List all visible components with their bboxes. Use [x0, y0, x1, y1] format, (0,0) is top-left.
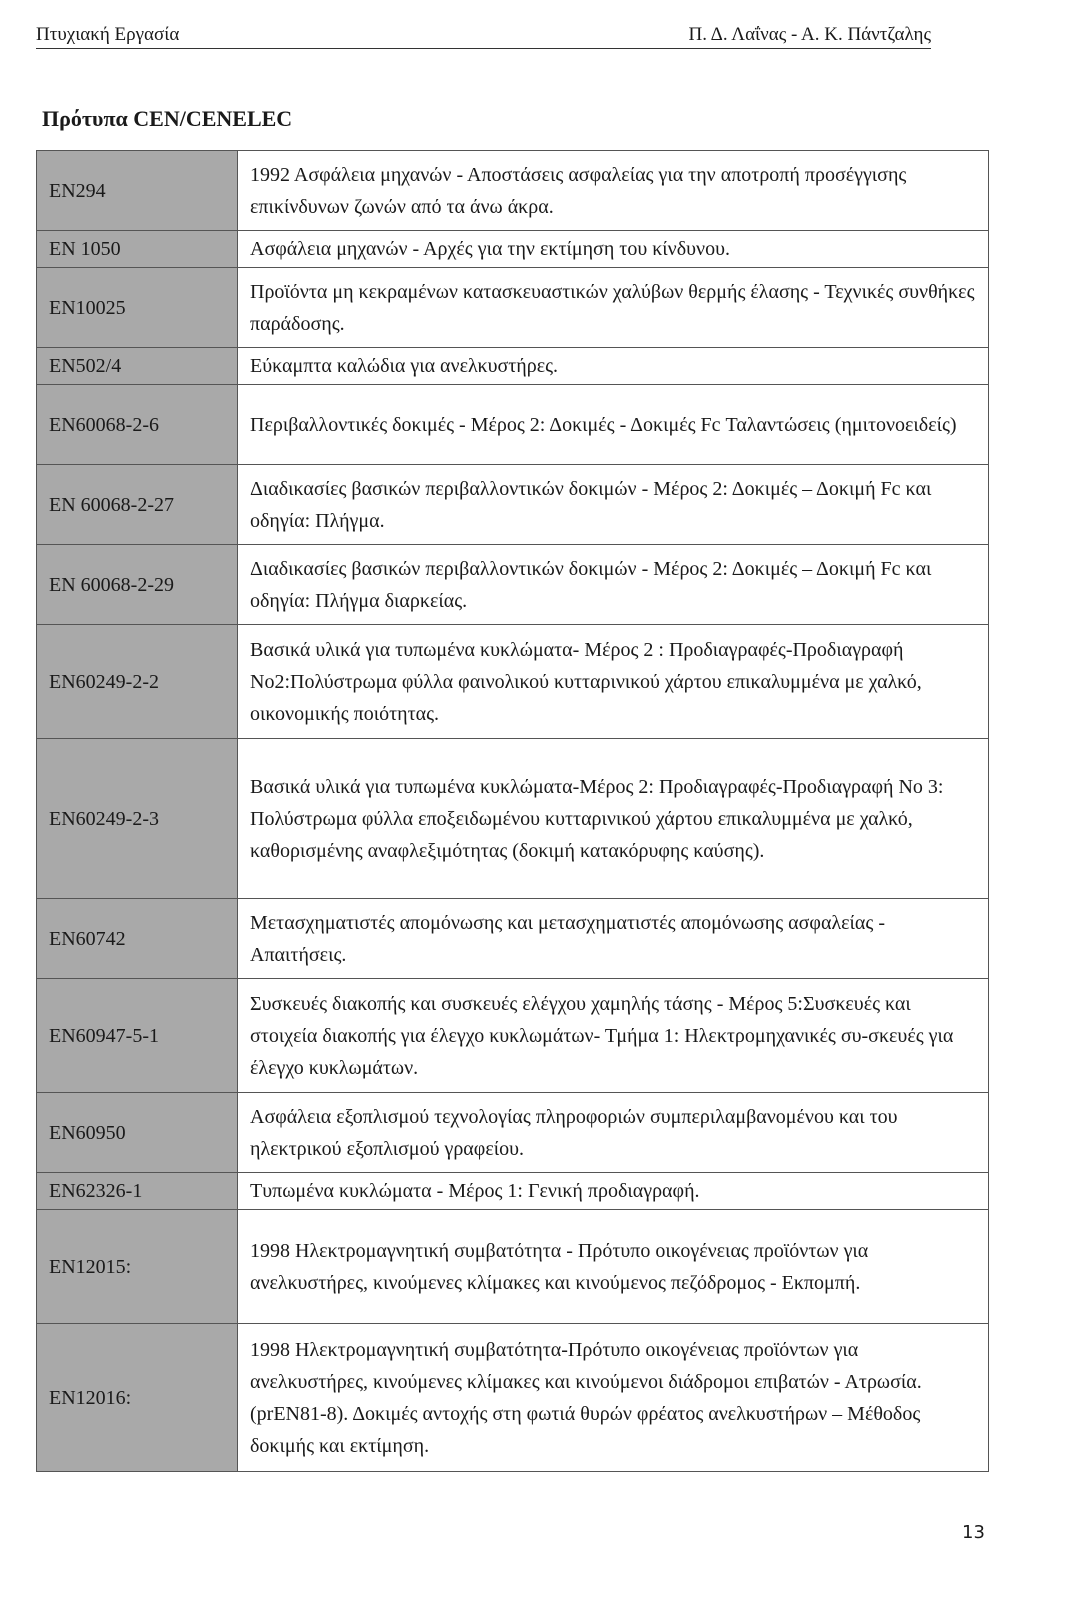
standard-code: EN60742: [37, 899, 238, 979]
table-row: [37, 545, 989, 625]
standard-code: EN 60068-2-27: [37, 465, 238, 545]
standard-code: EN60950: [37, 1093, 238, 1173]
standard-code: EN62326-1: [37, 1173, 238, 1210]
table-row: [37, 739, 989, 899]
standard-description: 1992 Ασφάλεια μηχανών - Αποστάσεις ασφαλείας για την αποτροπή προσέγγισης επικίνδυνων ζωνών από τα άνω άκρα.: [238, 151, 989, 231]
table-row: [37, 231, 989, 268]
standard-description: Συσκευές διακοπής και συσκευές ελέγχου χαμηλής τάσης - Μέρος 5:Συσκευές και στοιχεία διακοπής για έλεγχο κυκλωμάτων- Τμήμα 1: Ηλεκτρομηχανικές συ-σκευές για έλεγχο κυκλωμάτων.: [238, 979, 989, 1093]
header-thesis-label: Πτυχιακή Εργασία: [36, 24, 180, 45]
standard-code: EN60249-2-3: [37, 739, 238, 899]
page-header: [36, 22, 931, 49]
page-number: 13: [962, 1522, 985, 1543]
standard-description: 1998 Ηλεκτρομαγνητική συμβατότητα - Πρότυπο οικογένειας προϊόντων για ανελκυστήρες, κινούμενες κλίμακες και κινούμενος πεζόδρομος - Εκπομπή.: [238, 1210, 989, 1324]
standard-code: EN12015:: [37, 1210, 238, 1324]
table-row: [37, 268, 989, 348]
standard-code: EN12016:: [37, 1324, 238, 1472]
standard-code: EN 60068-2-29: [37, 545, 238, 625]
standard-description: Βασικά υλικά για τυπωμένα κυκλώματα-Μέρος 2: Προδιαγραφές-Προδιαγραφή No 3: Πολύστρωμα φύλλα εποξειδωμένου κυτταρινικού χάρτου επικαλυμμένα με χαλκό, καθορισμένης αναφλεξιμότητας (δοκιμή κατακόρυφης καύσης).: [238, 739, 989, 899]
standard-code: EN60249-2-2: [37, 625, 238, 739]
standard-description: Τυπωμένα κυκλώματα - Μέρος 1: Γενική προδιαγραφή.: [238, 1173, 989, 1210]
table-row: [37, 1173, 989, 1210]
standard-description: Εύκαμπτα καλώδια για ανελκυστήρες.: [238, 348, 989, 385]
standard-code: EN 1050: [37, 231, 238, 268]
standard-description: Βασικά υλικά για τυπωμένα κυκλώματα- Μέρος 2 : Προδιαγραφές-Προδιαγραφή No2:Πολύστρωμα φύλλα φαινολικού κυτταρινικού χάρτου επικαλυμμένα με χαλκό, οικονομικής ποιότητας.: [238, 625, 989, 739]
table-row: [37, 465, 989, 545]
standard-description: Περιβαλλοντικές δοκιμές - Μέρος 2: Δοκιμές - Δοκιμές Fc Ταλαντώσεις (ημιτονοειδείς): [238, 385, 989, 465]
standard-description: Μετασχηματιστές απομόνωσης και μετασχηματιστές απομόνωσης ασφαλείας - Απαιτήσεις.: [238, 899, 989, 979]
table-row: [37, 625, 989, 739]
table-row: [37, 151, 989, 231]
table-row: [37, 1093, 989, 1173]
table-row: [37, 1324, 989, 1472]
standard-description: Διαδικασίες βασικών περιβαλλοντικών δοκιμών - Μέρος 2: Δοκιμές – Δοκιμή Fc και οδηγία: Πλήγμα.: [238, 465, 989, 545]
standard-description: Προϊόντα μη κεκραμένων κατασκευαστικών χαλύβων θερμής έλασης - Τεχνικές συνθήκες παράδοσης.: [238, 268, 989, 348]
table-row: [37, 1210, 989, 1324]
standard-description: Διαδικασίες βασικών περιβαλλοντικών δοκιμών - Μέρος 2: Δοκιμές – Δοκιμή Fc και οδηγία: Πλήγμα διαρκείας.: [238, 545, 989, 625]
header-authors: Π. Δ. Λαΐνας - Α. Κ. Πάντζαλης: [688, 24, 931, 45]
standard-code: EN60947-5-1: [37, 979, 238, 1093]
standard-code: EN294: [37, 151, 238, 231]
standard-code: EN10025: [37, 268, 238, 348]
table-row: [37, 348, 989, 385]
table-row: [37, 979, 989, 1093]
standard-code: EN502/4: [37, 348, 238, 385]
standard-code: EN60068-2-6: [37, 385, 238, 465]
table-row: [37, 899, 989, 979]
section-title: Πρότυπα CEN/CENELEC: [42, 106, 293, 131]
standard-description: 1998 Ηλεκτρομαγνητική συμβατότητα-Πρότυπο οικογένειας προϊόντων για ανελκυστήρες, κινούμενες κλίμακες και κινούμενοι διάδρομοι επιβατών - Ατρωσία.(prEN81-8). Δοκιμές αντοχής στη φωτιά θυρών φρέατος ανελκυστήρων – Μέθοδος δοκιμής και εκτίμηση.: [238, 1324, 989, 1472]
standards-table: [36, 150, 989, 1472]
table-row: [37, 385, 989, 465]
standard-description: Ασφάλεια εξοπλισμού τεχνολογίας πληροφοριών συμπεριλαμβανομένου και του ηλεκτρικού εξοπλισμού γραφείου.: [238, 1093, 989, 1173]
standard-description: Ασφάλεια μηχανών - Αρχές για την εκτίμηση του κίνδυνου.: [238, 231, 989, 268]
